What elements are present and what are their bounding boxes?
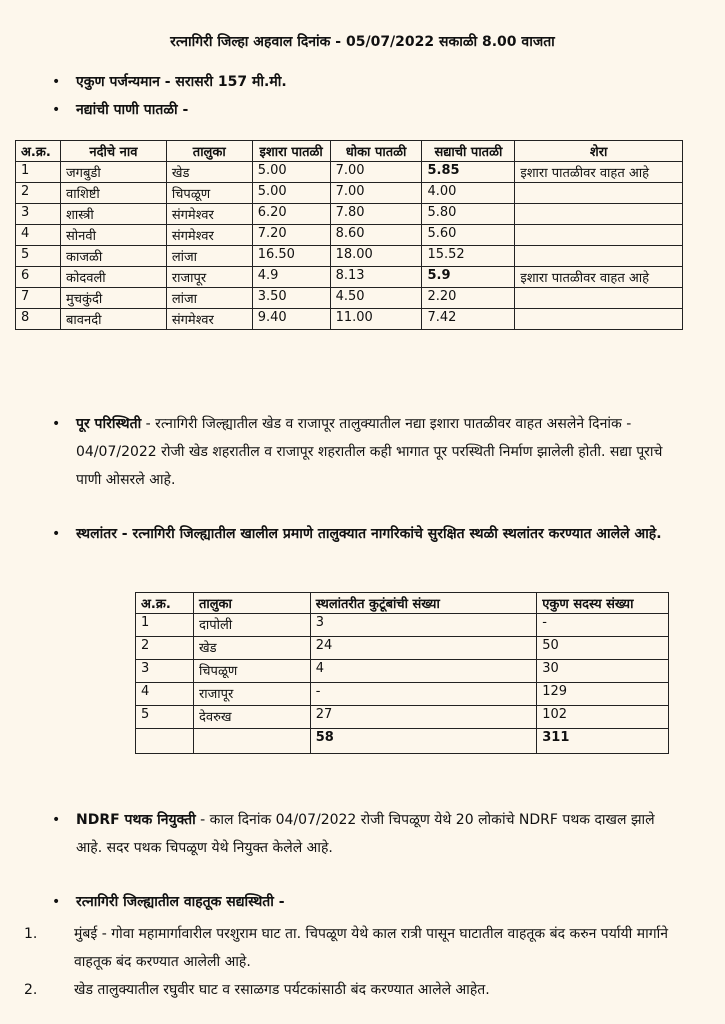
rainfall-bullet — [52, 68, 287, 96]
flood-text: - रत्नागिरी जिल्ह्यातील खेड व राजापूर तालुक्यातील नद्या इशारा पातळीवर वाहत असलेने दिनांक - 04/07/2022 रोजी खेड शहरातील व राजापूर शहरातील कही भागात पूर परस्थिती निर्माण झालेली होती. सद्या पूराचे पाणी ओसरले आहे. — [76, 416, 663, 488]
table-cell: कोदवली — [60, 267, 166, 288]
table-row — [136, 614, 669, 637]
table-cell: 6 — [16, 267, 61, 288]
table-total-cell — [193, 729, 310, 754]
table-cell: इशारा पातळीवर वाहत आहे — [515, 267, 683, 288]
table-cell: काजळी — [60, 246, 166, 267]
table-header-row — [136, 593, 669, 614]
col-header: अ.क्र. — [16, 141, 61, 162]
table-cell: देवरुख — [193, 706, 310, 729]
table-total-cell: 311 — [537, 729, 669, 754]
transport-item — [24, 976, 674, 1004]
table-cell: 15.52 — [422, 246, 515, 267]
river-level-table — [15, 140, 683, 330]
col-header: स्थलांतरीत कुटूंबांची संख्या — [310, 593, 537, 614]
rainfall-text: एकुण पर्जन्यमान - सरासरी 157 मी.मी. — [76, 74, 287, 90]
table-row — [16, 288, 683, 309]
transport-item-text: मुंबई - गोवा महामार्गावारील परशुराम घाट ता. चिपळूण येथे काल रात्री पासून घाटातील वाहतूक बंद करुन पर्यायी मार्गाने वाहतूक बंद करण्यात आलेली आहे. — [74, 926, 668, 970]
table-cell — [515, 204, 683, 225]
transport-item — [24, 920, 674, 976]
bullet-icon: • — [52, 812, 61, 828]
table-cell: खेड — [193, 637, 310, 660]
table-cell — [515, 309, 683, 330]
table-cell: 3 — [16, 204, 61, 225]
table-cell: 1 — [16, 162, 61, 183]
list-number: 1. — [24, 926, 38, 942]
table-cell: 7.00 — [330, 162, 422, 183]
ndrf-label: NDRF पथक नियुक्ती — [76, 812, 196, 828]
table-cell: 2 — [136, 637, 194, 660]
table-cell: संगमेश्वर — [166, 225, 252, 246]
table-cell: 4.50 — [330, 288, 422, 309]
table-cell: 5.9 — [422, 267, 515, 288]
river-levels-heading: नद्यांची पाणी पातळी - — [76, 102, 189, 118]
table-cell: 2.20 — [422, 288, 515, 309]
river-levels-bullet — [52, 96, 188, 124]
table-cell: वाशिष्टी — [60, 183, 166, 204]
table-cell: 5.00 — [252, 162, 330, 183]
ndrf-bullet — [52, 806, 672, 862]
table-cell: 24 — [310, 637, 537, 660]
flood-label: पूर परिस्थिती — [76, 416, 142, 432]
transport-bullet — [52, 888, 672, 916]
table-cell: 5 — [136, 706, 194, 729]
table-cell: चिपळूण — [193, 660, 310, 683]
table-cell: 11.00 — [330, 309, 422, 330]
table-cell: खेड — [166, 162, 252, 183]
bullet-icon: • — [52, 74, 61, 90]
table-cell: इशारा पातळीवर वाहत आहे — [515, 162, 683, 183]
ndrf-text: - काल दिनांक 04/07/2022 रोजी चिपळूण येथे 20 लोकांचे NDRF पथक दाखल झाले आहे. सदर पथक चिपळूण येथे नियुक्त केलेले आहे. — [76, 812, 655, 856]
table-cell: दापोली — [193, 614, 310, 637]
relocation-bullet — [52, 520, 672, 548]
table-cell — [515, 183, 683, 204]
table-cell: 8.60 — [330, 225, 422, 246]
table-cell: 3.50 — [252, 288, 330, 309]
table-cell: 4 — [16, 225, 61, 246]
table-row — [16, 162, 683, 183]
list-number: 2. — [24, 982, 38, 998]
table-cell: 5.80 — [422, 204, 515, 225]
relocation-table — [135, 592, 669, 754]
table-cell: 7.80 — [330, 204, 422, 225]
table-cell: 5.85 — [422, 162, 515, 183]
col-header: तालुका — [193, 593, 310, 614]
bullet-icon: • — [52, 894, 61, 910]
table-total-cell: 58 — [310, 729, 537, 754]
table-cell: 7 — [16, 288, 61, 309]
table-cell — [515, 225, 683, 246]
col-header: सद्याची पातळी — [422, 141, 515, 162]
table-cell: - — [537, 614, 669, 637]
table-total-row — [136, 729, 669, 754]
table-cell: 4.9 — [252, 267, 330, 288]
table-cell: लांजा — [166, 288, 252, 309]
table-cell: 27 — [310, 706, 537, 729]
table-cell: 18.00 — [330, 246, 422, 267]
table-cell: शास्त्री — [60, 204, 166, 225]
table-cell: राजापूर — [193, 683, 310, 706]
table-cell: 50 — [537, 637, 669, 660]
table-cell: 30 — [537, 660, 669, 683]
table-cell: 7.42 — [422, 309, 515, 330]
table-cell: संगमेश्वर — [166, 309, 252, 330]
bullet-icon: • — [52, 102, 61, 118]
table-row — [136, 706, 669, 729]
col-header: धोका पातळी — [330, 141, 422, 162]
table-total-cell — [136, 729, 194, 754]
table-cell: 5.00 — [252, 183, 330, 204]
table-header-row — [16, 141, 683, 162]
flood-bullet — [52, 410, 672, 494]
col-header: शेरा — [515, 141, 683, 162]
table-cell: 129 — [537, 683, 669, 706]
table-cell: बावनदी — [60, 309, 166, 330]
table-cell: लांजा — [166, 246, 252, 267]
table-row — [16, 246, 683, 267]
relocation-text: - रत्नागिरी जिल्ह्यातील खालील प्रमाणे तालुक्यात नागरिकांचे सुरक्षित स्थळी स्थलांतर करण्यात आलेले आहे. — [116, 526, 662, 542]
table-cell: राजापूर — [166, 267, 252, 288]
table-cell: 8 — [16, 309, 61, 330]
table-row — [16, 204, 683, 225]
table-cell — [515, 246, 683, 267]
table-row — [136, 683, 669, 706]
col-header: अ.क्र. — [136, 593, 194, 614]
table-cell: 4 — [136, 683, 194, 706]
table-cell: 7.00 — [330, 183, 422, 204]
transport-heading: रत्नागिरी जिल्ह्यातील वाहतूक सद्यस्थिती - — [76, 894, 285, 910]
table-cell: 2 — [16, 183, 61, 204]
table-cell: संगमेश्वर — [166, 204, 252, 225]
table-cell: 9.40 — [252, 309, 330, 330]
table-cell: मुचकुंदी — [60, 288, 166, 309]
table-cell: 16.50 — [252, 246, 330, 267]
table-cell: 6.20 — [252, 204, 330, 225]
report-title: रत्नागिरी जिल्हा अहवाल दिनांक - 05/07/2022 सकाळी 8.00 वाजता — [170, 34, 555, 50]
table-cell: सोनवी — [60, 225, 166, 246]
table-cell — [515, 288, 683, 309]
col-header: एकुण सदस्य संख्या — [537, 593, 669, 614]
table-row — [16, 309, 683, 330]
table-cell: 5 — [16, 246, 61, 267]
col-header: इशारा पातळी — [252, 141, 330, 162]
transport-item-text: खेड तालुक्यातील रघुवीर घाट व रसाळगड पर्यटकांसाठी बंद करण्यात आलेले आहेत. — [74, 982, 490, 998]
table-row — [136, 637, 669, 660]
relocation-label: स्थलांतर — [76, 526, 117, 542]
table-cell: 1 — [136, 614, 194, 637]
table-cell: 5.60 — [422, 225, 515, 246]
table-row — [16, 225, 683, 246]
table-row — [136, 660, 669, 683]
bullet-icon: • — [52, 526, 61, 542]
table-cell: 3 — [136, 660, 194, 683]
table-cell: 4.00 — [422, 183, 515, 204]
bullet-icon: • — [52, 416, 61, 432]
table-cell: 8.13 — [330, 267, 422, 288]
table-cell: जगबुडी — [60, 162, 166, 183]
table-row — [16, 267, 683, 288]
col-header: तालुका — [166, 141, 252, 162]
table-cell: 102 — [537, 706, 669, 729]
table-cell: 7.20 — [252, 225, 330, 246]
table-cell: 3 — [310, 614, 537, 637]
table-cell: 4 — [310, 660, 537, 683]
table-row — [16, 183, 683, 204]
table-cell: - — [310, 683, 537, 706]
col-header: नदीचे नाव — [60, 141, 166, 162]
table-cell: चिपळूण — [166, 183, 252, 204]
